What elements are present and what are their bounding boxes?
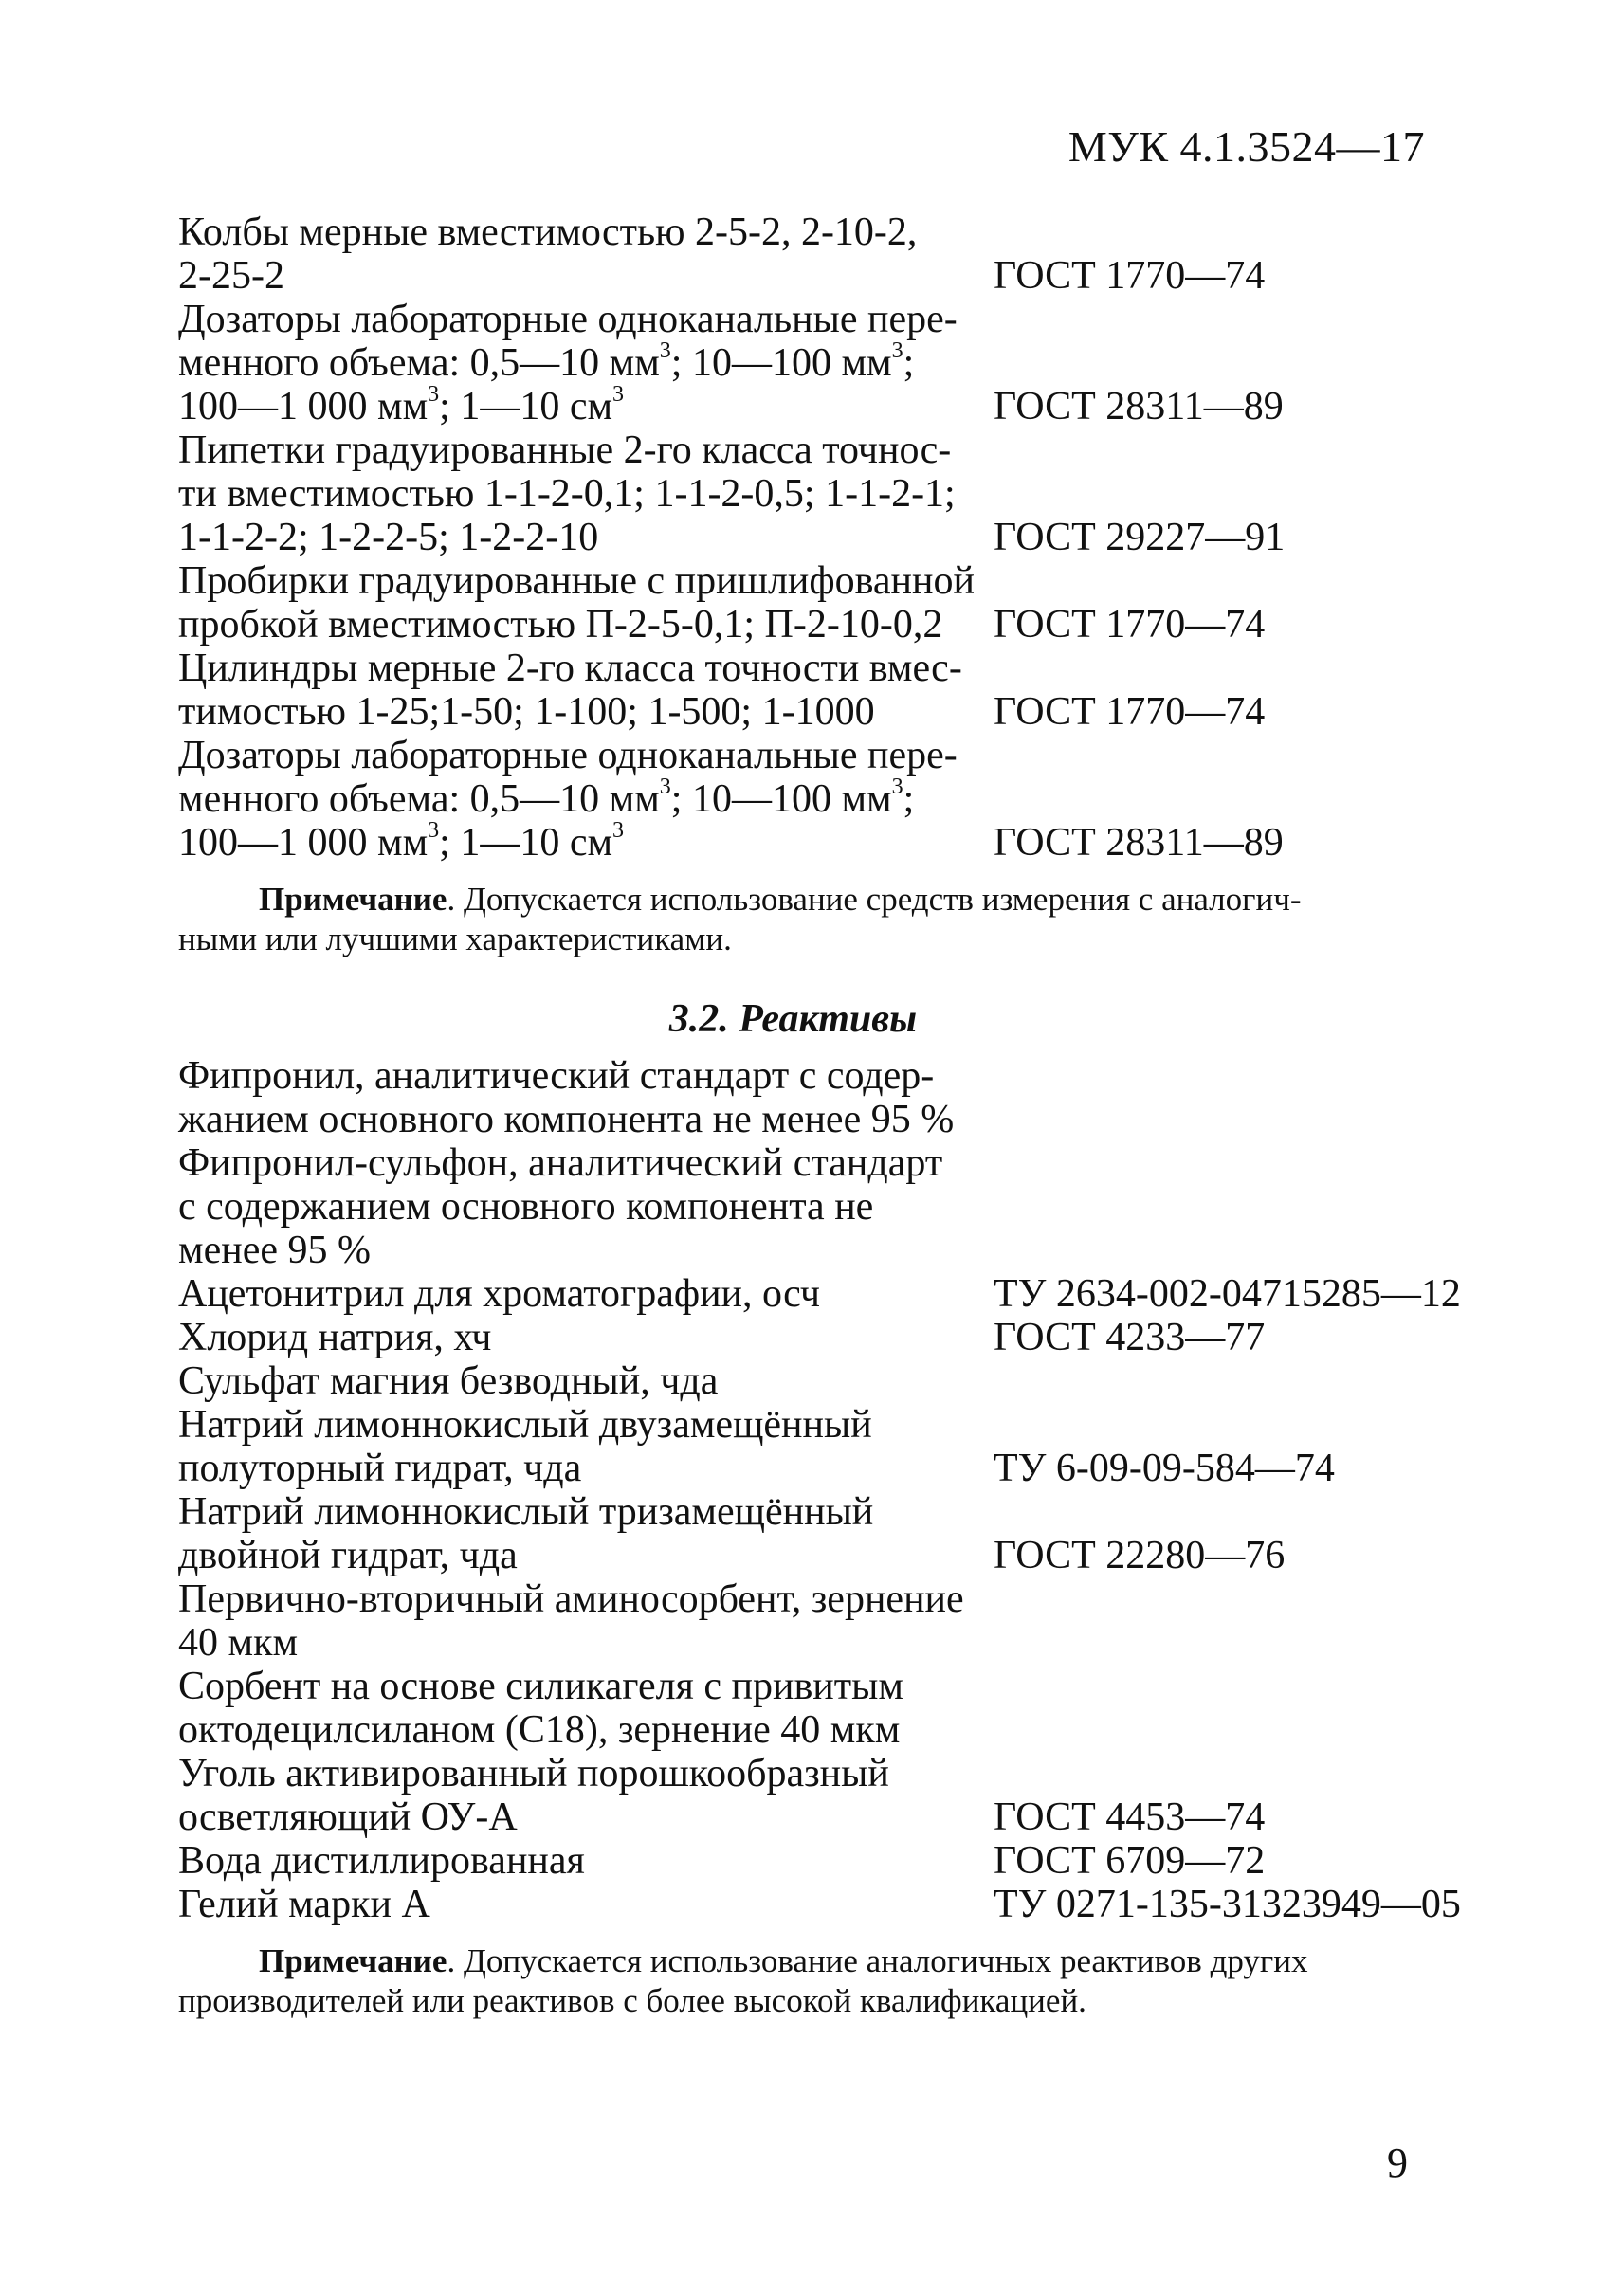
page-number: 9 xyxy=(1387,2140,1408,2186)
note-label: Примечание xyxy=(259,881,447,918)
document-code: МУК 4.1.3524—17 xyxy=(1067,122,1425,171)
standard-reference: ТУ 2634-002-04715285—12 xyxy=(994,1272,1461,1316)
note-label: Примечание xyxy=(259,1942,447,1979)
section-heading: 3.2. Реактивы xyxy=(668,997,918,1041)
list-item: Дозаторы лабораторные одноканальные пере- менного объема: 0,5—10 $мм^3$; 10—100 $мм^3$; 100—1 000 $мм^3$; 1—10 $см^3$ ГОСТ 28311—89 xyxy=(178,298,1284,428)
list-item: Колбы мерные вместимостью 2-5-2, 2-10-2, 2-25-2 ГОСТ 1770—74 xyxy=(178,210,1266,298)
standard-reference: ТУ 0271-135-31323949—05 xyxy=(994,1883,1461,1926)
list-item: Ацетонитрил для хроматографии, осч ТУ 2634-002-04715285—12 xyxy=(178,1272,1461,1316)
list-item: Цилиндры мерные 2-го класса точности вмес- тимостью 1-25;1-50; 1-100; 1-500; 1-1000 ГОСТ 1770—74 xyxy=(178,647,1266,734)
list-item: Сульфат магния безводный, чда xyxy=(178,1359,719,1403)
list-item: Пробирки градуированные с пришлифованной пробкой вместимостью П-2-5-0,1; П-2-10-0,2 ГОСТ 1770—74 xyxy=(178,559,1266,647)
list-item: Гелий марки А ТУ 0271-135-31323949—05 xyxy=(178,1883,1461,1926)
list-item: Уголь активированный порошкообразный осветляющий ОУ-А ГОСТ 4453—74 xyxy=(178,1752,1266,1839)
list-item: Хлорид натрия, хч ГОСТ 4233—77 xyxy=(178,1316,1266,1359)
standard-reference: ГОСТ 1770—74 xyxy=(994,690,1266,734)
standard-reference: ГОСТ 28311—89 xyxy=(994,385,1284,428)
list-item: Фипронил-сульфон, аналитический стандарт с содержанием основного компонента не менее 95 % xyxy=(178,1141,943,1272)
list-item: Вода дистиллированная ГОСТ 6709—72 xyxy=(178,1839,1266,1883)
standard-reference: ТУ 6-09-09-584—74 xyxy=(994,1447,1335,1490)
standard-reference: ГОСТ 28311—89 xyxy=(994,821,1284,865)
reagents-list xyxy=(178,1054,1477,1926)
instruments-list xyxy=(178,210,1477,865)
standard-reference: ГОСТ 6709—72 xyxy=(994,1839,1266,1883)
standard-reference: ГОСТ 4453—74 xyxy=(994,1795,1266,1839)
standard-reference: ГОСТ 29227—91 xyxy=(994,516,1286,559)
list-item: Дозаторы лабораторные одноканальные пере- менного объема: 0,5—10 $мм^3$; 10—100 $мм^3$; 100—1 000 $мм^3$; 1—10 $см^3$ ГОСТ 28311—89 xyxy=(178,734,1284,865)
standard-reference: ГОСТ 1770—74 xyxy=(994,254,1266,298)
list-item: Натрий лимоннокислый тризамещённый двойной гидрат, чда ГОСТ 22280—76 xyxy=(178,1490,1286,1577)
list-item: Первично-вторичный аминосорбент, зернение 40 мкм xyxy=(178,1577,964,1665)
standard-reference: ГОСТ 4233—77 xyxy=(994,1316,1266,1359)
standard-reference: ГОСТ 22280—76 xyxy=(994,1534,1286,1577)
list-item: Натрий лимоннокислый двузамещённый полуторный гидрат, чда ТУ 6-09-09-584—74 xyxy=(178,1403,1335,1490)
standard-reference: ГОСТ 1770—74 xyxy=(994,603,1266,647)
list-item: Пипетки градуированные 2-го класса точнос- ти вместимостью 1-1-2-0,1; 1-1-2-0,5; 1-1-2-1; 1-1-2-2; 1-2-2-5; 1-2-2-10 ГОСТ 29227—91 xyxy=(178,428,1286,559)
list-item: Сорбент на основе силикагеля с привитым октодецилсиланом (С18), зернение 40 мкм xyxy=(178,1665,903,1752)
instruments-note: Примечание. Допускается использование средств измерения с аналогич- ными или лучшими характеристиками. xyxy=(178,881,1302,957)
list-item: Фипронил, аналитический стандарт с содер- жанием основного компонента не менее 95 % xyxy=(178,1054,955,1141)
reagents-note: Примечание. Допускается использование аналогичных реактивов других производителей или реактивов с более высокой квалификацией. xyxy=(178,1942,1308,2019)
